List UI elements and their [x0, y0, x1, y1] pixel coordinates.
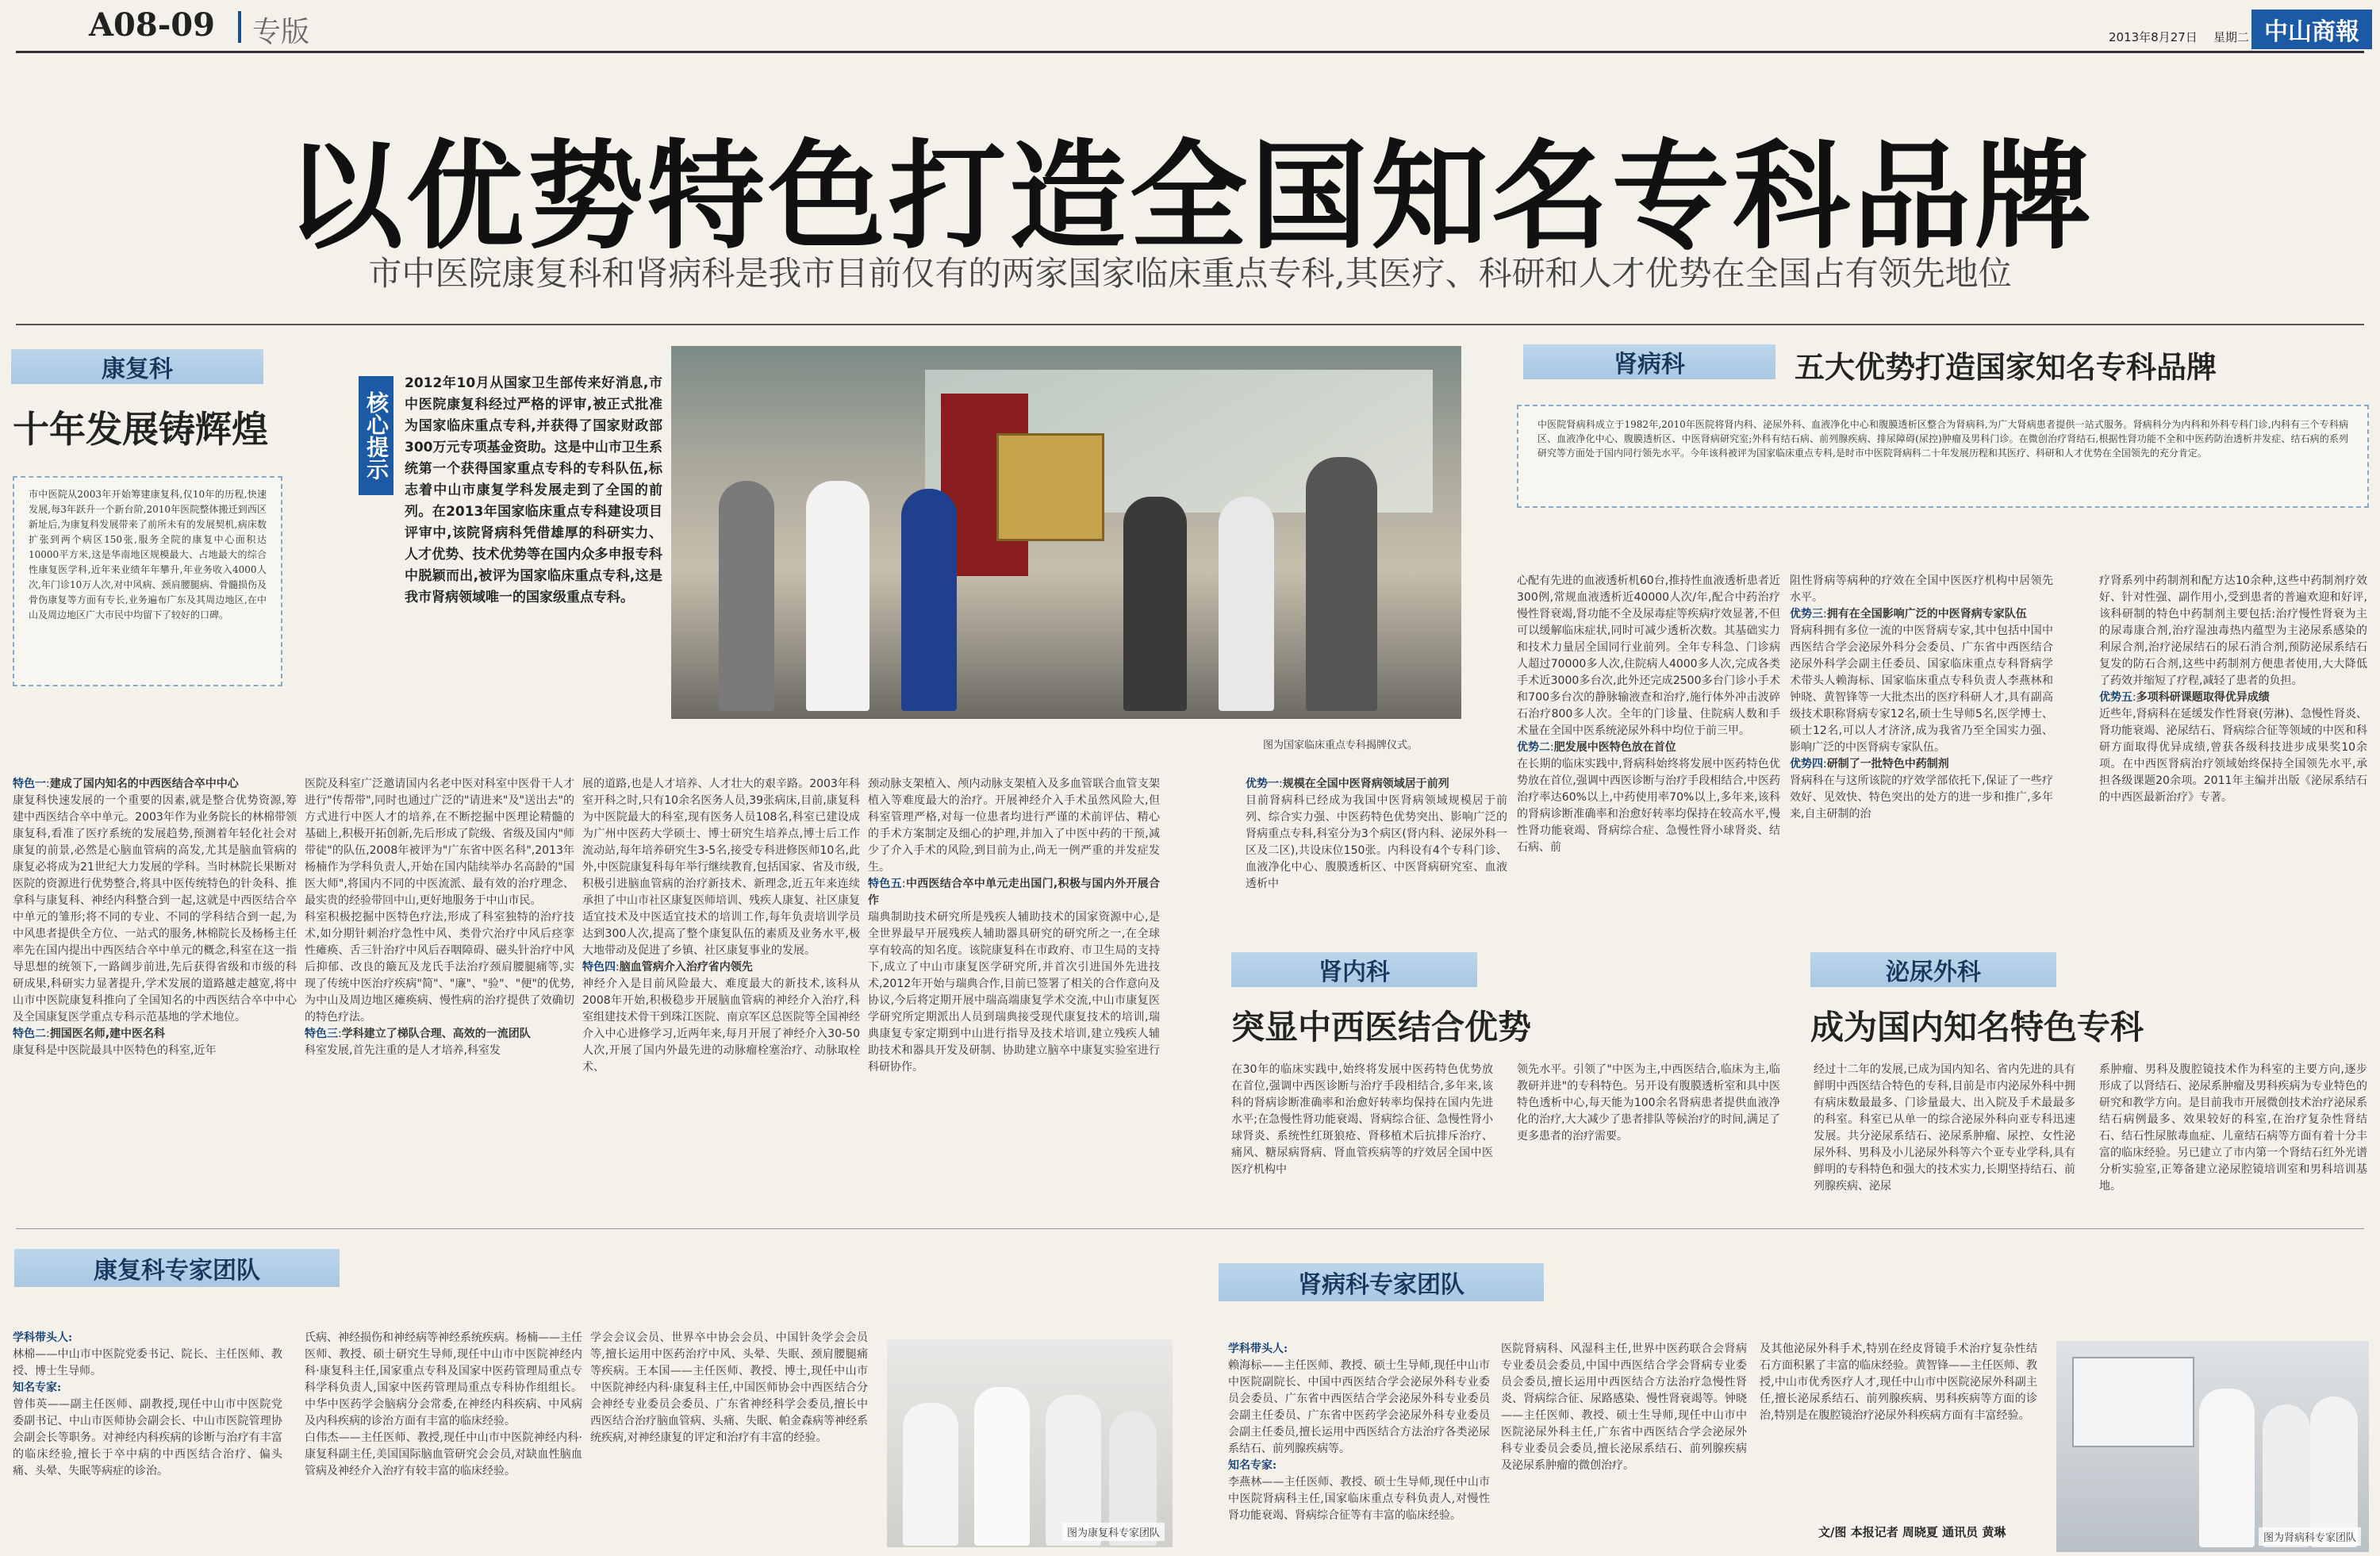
headline-rule: [16, 324, 2364, 325]
section-name: 专版: [252, 16, 310, 48]
rehab-column-1: 特色一:建成了国内知名的中西医结合卒中中心 康复科快速发展的一个重要的因素,就是整合优势资源,筹建中西医结合卒中单元。2003年作为业务院长的林棉带领康复科,看准了医疗系统的发展趋势,预测着年轻化社会对康复的前景,必然是心脑血管病的高发,尤其是脑血管病的康复必将成为21世纪大力发展的学科。当时林院长果断对医院的资源进行优势整合,将具中医传统特色的针灸科、推拿科与康复科、神经内科整合到一起,这就是中西医结合卒中单元的雏形;将不同的专业、不同的学科结合到一起,为中风患者提供全方位、一站式的服务,林棉院长及杨杨主任率先在国内提出中西医结合卒中单元的概念,科室在这一指导思想的统领下,一路阔步前进,先后获得省级和市级的科研成果,科研实力显著提升,学术发展的道路越走越宽,将中山市中医院康复科推向了全国知名的中西医结合卒中中心及全国康复医学重点专科示范基地的学术地位。 特色二:拥国医名师,建中医名科 康复科是中医院最具中医特色的科室,近年: [13, 778, 297, 1057]
rehab-column-4: 颈动脉支架植入、颅内动脉支架植入及多血管联合血管支架植入等难度最大的治疗。开展神经介入手术虽然风险大,但科室管理严格,对每一位患者均进行严谨的术前评估、精心的手术方案制定及细心的护理,并加入了中医中药的干预,减少了介入手术的风险,到目前为止,尚无一例严重的并发症发生。 特色五:中西医结合卒中单元走出国门,积极与国内外开展合作 瑞典制助技术研究所是残疾人辅助技术的国家资源中心,是全世界最早开展残疾人辅助器具研究的研究所之一,在全球享有较高的知名度。该院康复科在市政府、市卫生局的支持下,成立了中山市康复医学研究所,并首次引进国外先进技术,2012年开始与瑞典合作,目前已签署了相关的合作意向及协议,今后将定期开展中瑞高端康复学术交流,中山市康复医学研究所定期派出人员到瑞典接受现代康复技术的培训,瑞典康复专家定期到中山进行指导及技术培训,建立残疾人辅助技术和器具开发及研制、协助建立脑卒中康复实验室进行科研协作。: [868, 778, 1160, 1074]
logo-text: 中山商報: [2264, 18, 2359, 46]
rehab-col3-text: 展的道路,也是人才培养、人才壮大的艰辛路。2003年科室开科之时,只有10余名医务人员,39张病床,目前,康复科为中医院最大的科室,现有医务人员108名,科室已建设成为广州中医药大学硕士、博士研究生培养点,博士后工作流动站,每年培养研究生3-5名,接受专科进修医师10名,此外,中医院康复科每年举行继续教育,包括国家、省及市级,积极引进脑血管病的治疗新技术、新理念,近五年来连续承担了中山市社区康复医师培训、残疾人康复、社区康复适宜技术及中医适宜技术的培训工作,每年负责培训学员达到300人次,提高了整个康复队伍的素质及业务水平,极大地带动及促进了乡镇、社区康复事业的发展。: [582, 778, 860, 957]
photo-plaque: [996, 433, 1104, 541]
main-headline: 以优势特色打造全国知名专科品牌: [286, 129, 2094, 265]
internal-title: 突显中西医结合优势: [1231, 1008, 1532, 1047]
internal-column-2: 领先水平。引领了"中医为主,中西医结合,临床为主,临教研并进"的专科特色。另开设有腹膜透析室和具中医特色透析中心,每天能为100余名肾病患者提供血液净化的治疗,大大减少了患者排队等候治疗的时间,满足了更多患者的治疗需要。: [1517, 1063, 1780, 1143]
rehab-col2b-text: 科室积极挖掘中医特色疗法,形成了科室独特的治疗技术,如分期针刺治疗急性中风、类骨穴治疗中风后痉挛性瘫痪、舌三针治疗中风后吞咽障碍、磁头针治疗中风后抑郁、改良的簸瓦及龙氏手法治疗颈肩腰腿痛等,实现了传统中医治疗疾病"简"、"廉"、"验"、"便"的优势,为中山及周边地区瘫痪病、慢性病的治疗提供了效确切的特色疗法。: [305, 911, 574, 1024]
internal-section-tag: [1231, 952, 1477, 987]
key-tip-tag: [359, 376, 393, 495]
photo-person: [1306, 457, 1377, 711]
rehab-team-photo-caption: 图为康复科专家团队: [1062, 1523, 1165, 1541]
header-rule: [16, 51, 2364, 53]
rehab-team-tag-text: 康复科专家团队: [94, 1257, 260, 1285]
rehab-feature3-label: 特色三: [305, 1028, 338, 1040]
nephro-byline: 文/图 本报记者 周晓夏 通讯员 黄琳: [1818, 1525, 2006, 1539]
nephro-section-tag: [1523, 344, 1775, 379]
urology-column-2: 系肿瘤、男科及腹腔镜技术作为科室的主要方向,逐步形成了以肾结石、泌尿系肿瘤及男科疾病为专业特色的研究和教学方向。是目前我市开展微创技术治疗泌尿系结石病例最多、效果较好的科室,在治疗复杂性肾结石、结石性尿脓毒血症、儿童结石病等方面有着十分丰富的临床经验。另已建立了市内第一个肾结石红外光谱分析实验室,正筹备建立泌尿腔镜培训室和男科培训基地。: [2099, 1063, 2367, 1193]
rehab-intro-box: [13, 476, 282, 686]
issue-weekday: 星期二: [2213, 30, 2250, 44]
photo-person: [2263, 1404, 2310, 1547]
nephro-col3c-text: 肾病科在与这所该院的疗效学部依托下,保证了一些疗效好、见效快、特色突出的处方的进一步和推广,多年来,自主研制的治: [1790, 774, 2053, 820]
nephro-feature1-label: 优势一: [1246, 778, 1279, 790]
urology-title: 成为国内知名特色专科: [1810, 1008, 2144, 1047]
urology-column-1: 经过十二年的发展,已成为国内知名、省内先进的具有鲜明中西医结合特色的专科,目前是市内泌尿外科中拥有病床数最最多、门诊量最大、出入院及手术最最多的科室。科室已从单一的综合泌尿外科向亚专科迅速发展。共分泌尿系结石、泌尿系肿瘤、尿控、女性泌尿外科、男科及小儿泌尿外科等六个亚专业学科,具有鲜明的专科特色和强大的技术实力,长期坚持结石、前列腺疾病、泌尿: [1814, 1063, 2075, 1193]
internal-column-1: 在30年的临床实践中,始终将发展中医药特色优势放在首位,强调中西医诊断与治疗手段相结合,多年来,该科的肾病诊断准确率和治愈好转率均保持在国内先进水平;在急慢性肾功能衰竭、肾病综合征、急慢性肾小球肾炎、系统性红斑狼疮、肾移植术后抗排斥治疗、痛风、糖尿病肾病、肾血管疾病等的疗效居全国中医医疗机构中: [1231, 1063, 1493, 1176]
nephro-intro-box: [1517, 405, 2369, 508]
newspaper-logo: [2251, 10, 2372, 49]
rehab-section-tag: [11, 349, 263, 384]
nephro-feature3-title: 拥有在全国影响广泛的中医肾病专家队伍: [1826, 608, 2027, 620]
nephro-col4-text: 疗肾系列中药制剂和配方达10余种,这些中药制剂疗效好、针对性强、副作用小,受到患者的普遍欢迎和好评,该科研制的特色中药制剂主要包括:治疗慢性肾衰为主的尿毒康合剂,治疗湿浊毒热内蕴型为主泌尿系感染的利尿合剂,治疗泌尿结石的尿石消合剂,预防泌尿系结石复发的防石合剂,这些中药制剂方便患者使用,大大降低了药效并缩短了疗程,减轻了患者的负担。: [2099, 574, 2367, 687]
nephro-feature3-label: 优势三: [1790, 608, 1823, 620]
internal-tag-text: 肾内科: [1319, 959, 1390, 986]
nephro-column-2: 心配有先进的血液透析机60台,推持性血液透析患者近300例,常规血液透析近40000人次/年,配合中药治疗慢性肾衰竭,肾功能不全及尿毒症等疾病疗效显著,不但可以缓解临床症状,同时可减少透析次数。其基础实力和技术力量居全国同行业前列。全年专科急、门诊病人超过70000多人次,住院病人4000多人次,完成各类手术近3000多台次,此外还完成2500多台门诊小手术和700多台次的静脉输液查和治疗,施行体外冲击波碎石治疗800多人次。全年的门诊量、住院病人数和手术量在全国中医系统泌尿外科中均位于前三甲。 优势二:肥发展中医特色放在首位 在长期的临床实践中,肾病科始终将发展中医药特色优势放在首位,强调中西医诊断与治疗手段相结合,中医药治疗率达60%以上,中药使用率70%以上,多年来,该科的肾病诊断准确率和治愈好转率均保持在较高水平,慢性肾功能衰竭、肾病综合症、急慢性肾小球肾炎、结石病、前: [1517, 574, 1780, 854]
nephro-col2b-text: 在长期的临床实践中,肾病科始终将发展中医药特色优势放在首位,强调中西医诊断与治疗手段相结合,中医药治疗率达60%以上,中药使用率70%以上,多年来,该科的肾病诊断准确率和治愈好转率均保持在较高水平,慢性肾功能衰竭、肾病综合症、急慢性肾小球肾炎、结石病、前: [1517, 758, 1780, 854]
rehab-feature1-title: 建成了国内知名的中西医结合卒中中心: [49, 778, 239, 790]
nephro-column-1: 优势一:规模在全国中医肾病领域居于前列 目前肾病科已经成为我国中医肾病领域规模居于前列、综合实力强、中医药特色优势突出、影响广泛的肾病重点专科,科室分为3个病区(肾内科、泌尿外科一区及二区),共设床位150张。内科设有4个专科门诊、血液净化中心、腹膜透析区、中医肾病研究室、血液透析中: [1246, 778, 1507, 890]
section-divider: [238, 11, 241, 43]
nephro-col3b-text: 肾病科拥有多位一流的中医肾病专家,其中包括中国中西医结合学会泌尿外科分会委员、广东省中西医结合泌尿外科学会副主任委员、国家临床重点专科肾病学术带头人赖海标、国家临床重点专科负责人李燕林和钟晓、黄智锋等一大批杰出的医疗科研人才,具有副高级技术职称肾病专家12名,硕士生导师5名,医学博士、硕士12名,可以人才济济,成为我省乃至全国实力强、影响广泛的中医肾病专家队伍。: [1790, 624, 2053, 754]
mid-page-rule: [16, 1228, 2364, 1229]
nephro-team-col-3: [1760, 1341, 2037, 1517]
nephro-col3-text: 阻性肾病等病种的疗效在全国中医医疗机构中居领先水平。: [1790, 574, 2053, 604]
rehab-team-col-1: [13, 1330, 282, 1552]
nephro-feature5-label: 优势五: [2099, 691, 2132, 704]
page-header: [0, 0, 2380, 56]
photo-lightbox: [2072, 1357, 2194, 1447]
urology-section-tag: [1810, 952, 2056, 987]
photo-person: [2199, 1389, 2255, 1547]
nephro-title: 五大优势打造国家知名专科品牌: [1795, 350, 2217, 385]
rehab-feature2-label: 特色二: [13, 1028, 46, 1040]
rehab-team-leader: 林棉——中山市中医院党委书记、院长、主任医师、教授、博士生导师。: [13, 1348, 282, 1377]
nephro-team-col-1: [1228, 1341, 1490, 1555]
rehab-col1-text: 康复科快速发展的一个重要的因素,就是整合优势资源,筹建中西医结合卒中单元。2003年作为业务院长的林棉带领康复科,看准了医疗系统的发展趋势,预测着年轻化社会对康复的前景,必然是心脑血管病的高发,尤其是脑血管病的康复必将成为21世纪大力发展的学科。当时林院长果断对医院的资源进行优势整合,将具中医传统特色的针灸科、推拿科与康复科、神经内科整合到一起,这就是中西医结合卒中单元的雏形;将不同的专业、不同的学科结合到一起,为中风患者提供全方位、一站式的服务,林棉院长及杨杨主任率先在国内提出中西医结合卒中单元的概念,科室在这一指导思想的统领下,一路阔步前进,先后获得省级和市级的科研成果,科研实力显著提升,学术发展的道路越走越宽,将中山市中医院康复科推向了全国知名的中西医结合卒中中心及全国康复医学重点专科示范基地的学术地位。: [13, 794, 297, 1024]
rehab-team-text4: 学会会议会员、世界卒中协会会员、中国针灸学会会员等,擅长运用中医药治疗中风、头晕、失眠、颈肩腰腿痛等疾病。王本国——主任医师、教授、博士,现任中山市中医院神经内科·康复科主任,中国医师协会中西医结合分会神经专业委员会委员、广东省神经科学会委员,擅长中西医结合治疗脑血管病、头痛、失眠、帕金森病等神经系统疾病,对神经康复的评定和治疗有丰富的经验。: [590, 1331, 868, 1444]
nephro-team-tag: [1219, 1263, 1544, 1301]
rehab-col2-text: 医院及科室广泛邀请国内名老中医对科室中医骨干人才进行"传帮带",同时也通过广泛的"请进来"及"送出去"的方式进行中医人才的培养,在不断挖掘中医理论精髓的基础上,积极开拓创新,先后形成了院级、省级及国内"师带徒"的队伍,2008年被评为"广东省中医名科",2013年杨楠作为学科负责人,开始在国内陆续举办名高龄的"国医大师",将国内不同的中医流派、最有效的治疗理念、最实贵的经验带回中山,更好地服务于中山市民。: [305, 778, 574, 907]
nephro-team-experts-label: 知名专家:: [1228, 1459, 1277, 1472]
rehab-column-2: 医院及科室广泛邀请国内名老中医对科室中医骨干人才进行"传帮带",同时也通过广泛的"请进来"及"送出去"的方式进行中医人才的培养,在不断挖掘中医理论精髓的基础上,积极开拓创新,先后形成了院级、省级及国内"师带徒"的队伍,2008年被评为"广东省中医名科",2013年杨楠作为学科负责人,开始在国内陆续举办名高龄的"国医大师",将国内不同的中医流派、最有效的治疗理念、最实贵的经验带回中山,更好地服务于中山市民。 科室积极挖掘中医特色疗法,形成了科室独特的治疗技术,如分期针刺治疗急性中风、类骨穴治疗中风后痉挛性瘫痪、舌三针治疗中风后吞咽障碍、磁头针治疗中风后抑郁、改良的簸瓦及龙氏手法治疗颈肩腰腿痛等,实现了传统中医治疗疾病"简"、"廉"、"验"、"便"的优势,为中山及周边地区瘫痪病、慢性病的治疗提供了效确切的特色疗法。 特色三:学科建立了梯队合理、高效的一流团队 科室发展,首先注重的是人才培养,科室发: [305, 778, 574, 1057]
page-number: A08-09: [89, 6, 215, 44]
rehab-col4-text: 颈动脉支架植入、颅内动脉支架植入及多血管联合血管支架植入等难度最大的治疗。开展神经介入手术虽然风险大,但科室管理严格,对每一位患者均进行严谨的术前评估、精心的手术方案制定及细心的护理,并加入了中医中药的干预,减少了介入手术的风险,到目前为止,尚无一例严重的并发症发生。: [868, 778, 1160, 874]
key-tip-text: 2012年10月从国家卫生部传来好消息,市中医院康复科经过严格的评审,被正式批准为国家临床重点专科,并获得了国家财政部300万元专项基金资助。这是中山市卫生系统第一个获得国家重点专科的专科队伍,标志着中山市康复学科发展走到了全国的前列。在2013年国家临床重点专科建设项目评审中,该院肾病科凭借雄厚的科研实力、人才优势、技术优势等在国内众多申报专科中脱颖而出,被评为国家临床重点专科,这是我市肾病领域唯一的国家级重点专科。: [405, 375, 662, 605]
nephro-team-col-2: [1501, 1341, 1747, 1555]
rehab-feature2-title: 拥国医名师,建中医名科: [49, 1028, 166, 1040]
rehab-feature4-label: 特色四: [582, 961, 616, 974]
issue-date: 2013年8月27日: [2109, 30, 2198, 44]
nephro-team-photo: [2056, 1341, 2369, 1552]
nephro-tag-text: 肾病科: [1614, 351, 1685, 378]
photo-person: [974, 1387, 1030, 1546]
rehab-tag-text: 康复科: [102, 355, 173, 383]
nephro-col4b-text: 近些年,肾病科在延缓发作性肾衰(劳淋)、急慢性肾炎、肾功能衰竭、泌尿结石、肾病综合征等领域的中医和科研方面取得优异成绩,曾获各级科技进步成果奖10余项。在中西医肾病治疗领域始终保持全国领先水平,承担各级课题20余项。2011年主编并出版《泌尿系结石的中西医最新治疗》专著。: [2099, 708, 2367, 804]
photo-person: [806, 481, 869, 711]
rehab-team-col-3: [590, 1330, 868, 1552]
rehab-title: 十年发展铸辉煌: [13, 408, 268, 451]
nephro-team-leader: 赖海标——主任医师、教授、硕士生导师,现任中山市中医院副院长、中国中西医结合学会泌尿外科专业委员会委员、广东省中西医结合学会泌尿外科专业委员会副主任委员、广东省中医药学会泌尿外科专业委员会副主任委员,擅长运用中西医结合方法治疗各类泌尿系结石、前列腺疾病等。: [1228, 1359, 1490, 1455]
nephro-team-lead-label: 学科带头人:: [1228, 1343, 1288, 1355]
photo-person: [2310, 1397, 2358, 1547]
nephro-feature2-label: 优势二: [1517, 741, 1550, 754]
rehab-feature1-label: 特色一: [13, 778, 46, 790]
nephro-column-4: 疗肾系列中药制剂和配方达10余种,这些中药制剂疗效好、针对性强、副作用小,受到患者的普遍欢迎和好评,该科研制的特色中药制剂主要包括:治疗慢性肾衰为主的尿毒康合剂,治疗湿浊毒热内蕴型为主泌尿系感染的利尿合剂,治疗泌尿结石的尿石消合剂,预防泌尿系结石复发的防石合剂,这些中药制剂方便患者使用,大大降低了药效并缩短了疗程,减轻了患者的负担。 优势五:多项科研课题取得优异成绩 近些年,肾病科在延缓发作性肾衰(劳淋)、急慢性肾炎、肾功能衰竭、泌尿结石、肾病综合征等领域的中医和科研方面取得优异成绩,曾获各级科技进步成果奖10余项。在中西医肾病治疗领域始终保持全国领先水平,承担各级课题20余项。2011年主编并出版《泌尿系结石的中西医最新治疗》专著。: [2099, 574, 2367, 804]
photo-person: [901, 489, 957, 711]
rehab-col2c-text: 科室发展,首先注重的是人才培养,科室发: [305, 1044, 501, 1057]
rehab-team-text3: 白伟杰——主任医师、教授,现任中山市中医院神经内科·康复科副主任,美国国际脑血管研究会会员,对缺血性脑血管病及神经介入治疗有较丰富的临床经验。: [305, 1431, 582, 1477]
rehab-feature5-title: 中西医结合卒中单元走出国门,积极与国内外开展合作: [868, 878, 1160, 907]
sub-headline: 市中医院康复科和肾病科是我市目前仅有的两家国家临床重点专科,其医疗、科研和人才优势在全国占有领先地位: [368, 254, 2012, 293]
photo-person: [903, 1403, 958, 1546]
photo-person: [719, 481, 774, 711]
nephro-column-3: 阻性肾病等病种的疗效在全国中医医疗机构中居领先水平。 优势三:拥有在全国影响广泛的中医肾病专家队伍 肾病科拥有多位一流的中医肾病专家,其中包括中国中西医结合学会泌尿外科分会委员、广东省中西医结合泌尿外科学会副主任委员、国家临床重点专科肾病学术带头人赖海标、国家临床重点专科负责人李燕林和钟晓、黄智锋等一大批杰出的医疗科研人才,具有副高级技术职称肾病专家12名,硕士生导师5名,医学博士、硕士12名,可以人才济济,成为我省乃至全国实力强、影响广泛的中医肾病专家队伍。 优势四:研制了一批特色中药制剂 肾病科在与这所该院的疗效学部依托下,保证了一些疗效好、见效快、特色突出的处方的进一步和推广,多年来,自主研制的治: [1790, 574, 2053, 820]
nephro-team-expert1: 李燕林——主任医师、教授、硕士生导师,现任中山市中医院肾病科主任,国家临床重点专科负责人,对慢性肾功能衰竭、肾病综合征等有丰富的临床经验。: [1228, 1476, 1490, 1522]
photo-person: [1219, 497, 1274, 711]
rehab-team-lead-label: 学科带头人:: [13, 1331, 73, 1344]
photo-person: [1123, 497, 1187, 711]
rehab-team-tag: [14, 1249, 340, 1287]
rehab-col1b-text: 康复科是中医院最具中医特色的科室,近年: [13, 1044, 217, 1057]
ceremony-photo-caption: 图为国家临床重点专科揭牌仪式。: [1263, 740, 1418, 751]
rehab-team-col-2: [305, 1330, 582, 1552]
rehab-feature3-title: 学科建立了梯队合理、高效的一流团队: [341, 1028, 531, 1040]
urology-tag-text: 泌尿外科: [1886, 959, 1981, 986]
nephro-feature2-title: 肥发展中医特色放在首位: [1553, 741, 1676, 754]
nephro-feature1-title: 规模在全国中医肾病领域居于前列: [1282, 778, 1449, 790]
rehab-feature5-label: 特色五: [868, 878, 902, 890]
rehab-team-text1: 曾伟英——副主任医师、副教授,现任中山市中医院党委副书记、中山市医师协会副会长、中山市医院管理协会副会长等职务。对神经内科疾病的诊断与治疗有丰富的临床经验,擅长于卒中病的中西医结合治疗、偏头痛、头晕、失眠等病症的诊治。: [13, 1398, 282, 1477]
rehab-col4b-text: 瑞典制助技术研究所是残疾人辅助技术的国家资源中心,是全世界最早开展残疾人辅助器具研究的研究所之一,在全球享有较高的知名度。该院康复科在市政府、市卫生局的支持下,成立了中山市康复医学研究所,并首次引进国外先进技术,2012年开始与瑞典合作,目前已签署了相关的合作意向及协议,今后将定期开展中瑞高端康复学术交流,中山市康复医学研究所定期派出人员到瑞典接受现代康复技术的培训,瑞典康复专家定期到中山进行指导及技术培训,建立残疾人辅助技术和器具开发及研制、协助建立脑卒中康复实验室进行科研协作。: [868, 911, 1160, 1074]
rehab-team-text2: 氏病、神经损伤和神经病等神经系统疾病。杨楠——主任医师、教授、硕士研究生导师,现任中山市中医院神经内科·康复科主任,国家重点专科及国家中医药管理局重点专科学科负责人,国家中医药管理局重点专科协作组组长。中华中医药学会脑病分会常委,在神经内科疾病、中风病及内科疾病的诊治方面有丰富的临床经验。: [305, 1331, 582, 1427]
rehab-team-experts-label: 知名专家:: [13, 1381, 62, 1394]
nephro-feature4-label: 优势四: [1790, 758, 1823, 770]
nephro-team-tag-text: 肾病科专家团队: [1298, 1271, 1464, 1299]
nephro-team-text3: 及其他泌尿外科手术,特别在经皮肾镜手术治疗复杂性结石方面积累了丰富的临床经验。黄智锋——主任医师、教授,中山市优秀医疗人才,现任中山市中医院泌尿外科副主任,擅长泌尿系结石、前列腺疾病、男科疾病等方面的诊治,特别是在腹腔镜治疗泌尿外科疾病方面有丰富经验。: [1760, 1343, 2037, 1422]
rehab-team-photo: [887, 1339, 1173, 1547]
rehab-column-3: 展的道路,也是人才培养、人才壮大的艰辛路。2003年科室开科之时,只有10余名医务人员,39张病床,目前,康复科为中医院最大的科室,现有医务人员108名,科室已建设成为广州中医药大学硕士、博士研究生培养点,博士后工作流动站,每年培养研究生3-5名,接受专科进修医师10名,此外,中医院康复科每年举行继续教育,包括国家、省及市级,积极引进脑血管病的治疗新技术、新理念,近五年来连续承担了中山市社区康复医师培训、残疾人康复、社区康复适宜技术及中医适宜技术的培训工作,每年负责培训学员达到300人次,提高了整个康复队伍的素质及业务水平,极大地带动及促进了乡镇、社区康复事业的发展。 特色四:脑血管病介入治疗省内领先 神经介入是目前风险最大、难度最大的新技术,该科从2008年开始,积极稳步开展脑血管病的神经介入治疗,科室组建技术骨干到珠江医院、南京军区总医院等全国神经介入中心进修学习,近两年来,每月开展了神经介入30-50人次,开展了国内外最先进的动脉瘤栓塞治疗、动脉取栓术、: [582, 778, 860, 1074]
nephro-team-text2: 医院肾病科、风湿科主任,世界中医药联合会肾病专业委员会委员,中国中西医结合学会肾病专业委员会委员,擅长运用中西医结合方法治疗急慢性肾炎、肾病综合征、尿路感染、慢性肾衰竭等。钟晓——主任医师、教授、硕士生导师,现任中山市中医院泌尿外科主任,广东省中西医结合学会泌尿外科专业委员会委员,擅长泌尿系结石、前列腺疾病及泌尿系肿瘤的微创治疗。: [1501, 1343, 1747, 1472]
nephro-feature4-title: 研制了一批特色中药制剂: [1826, 758, 1949, 770]
rehab-intro: 市中医院从2003年开始筹建康复科,仅10年的历程,快速发展,每3年跃升一个新台阶,2010年医院整体搬迁到西区新址后,为康复科发展带来了前所未有的发展契机,病床数扩张到两个病区150张,服务全院的康复中心面积达10000平方米,这是华南地区规模最大、占地最大的综合性康复医学科,近年来业绩年年攀升,年业务收入4000人次,年门诊10万人次,对中风病、颈肩腰腿病、骨髓损伤及骨伤康复等方面有专长,业务遍布广东及其周边地区,在中山及周边地区广大市民中均留下了较好的口碑。: [29, 489, 267, 620]
nephro-intro: 中医院肾病科成立于1982年,2010年医院将肾内科、泌尿外科、血液净化中心和腹膜透析区整合为肾病科,为广大肾病患者提供一站式服务。肾病科分为内科和外科专科门诊,内科有三个专科病区、血液净化中心、腹膜透析区、中医肾病研究室;外科有结石病、前列腺疾病、排尿障碍(尿控)肿瘤及男科门诊。在微创治疗肾结石,根据性肾功能不全和中医药防治透析并发症、结石病的系列研究等方面处于国内同行领先水平。今年该科被评为国家临床重点专科,是时市中医院肾病科二十年发展历程和其医疗、科研和人才优势在全国领先的充分肯定。: [1537, 419, 2348, 459]
rehab-col3b-text: 神经介入是目前风险最大、难度最大的新技术,该科从2008年开始,积极稳步开展脑血管病的神经介入治疗,科室组建技术骨干到珠江医院、南京军区总医院等全国神经介入中心进修学习,近两年来,每月开展了神经介入30-50人次,开展了国内外最先进的动脉瘤栓塞治疗、动脉取栓术、: [582, 978, 860, 1074]
nephro-team-photo-caption: 图为肾病科专家团队: [2259, 1527, 2361, 1546]
rehab-feature4-title: 脑血管病介入治疗省内领先: [619, 961, 753, 974]
nephro-col2-text: 心配有先进的血液透析机60台,推持性血液透析患者近300例,常规血液透析近40000人次/年,配合中药治疗慢性肾衰竭,肾功能不全及尿毒症等疾病疗效显著,不但可以缓解临床症状,同时可减少透析次数。其基础实力和技术力量居全国同行业前列。全年专科急、门诊病人超过70000多人次,住院病人4000多人次,完成各类手术近3000多台次,此外还完成2500多台门诊小手术和700多台次的静脉输液查和治疗,施行体外冲击波碎石治疗800多人次。全年的门诊量、住院病人数和手术量在全国中医系统泌尿外科中均位于前三甲。: [1517, 574, 1780, 737]
key-tip-label: 核心提示: [363, 391, 390, 480]
ceremony-photo: [671, 346, 1461, 719]
nephro-col1-text: 目前肾病科已经成为我国中医肾病领域规模居于前列、综合实力强、中医药特色优势突出、影响广泛的肾病重点专科,科室分为3个病区(肾内科、泌尿外科一区及二区),共设床位150张。内科设有4个专科门诊、血液净化中心、腹膜透析区、中医肾病研究室、血液透析中: [1246, 794, 1507, 890]
nephro-feature5-title: 多项科研课题取得优异成绩: [2136, 691, 2270, 704]
